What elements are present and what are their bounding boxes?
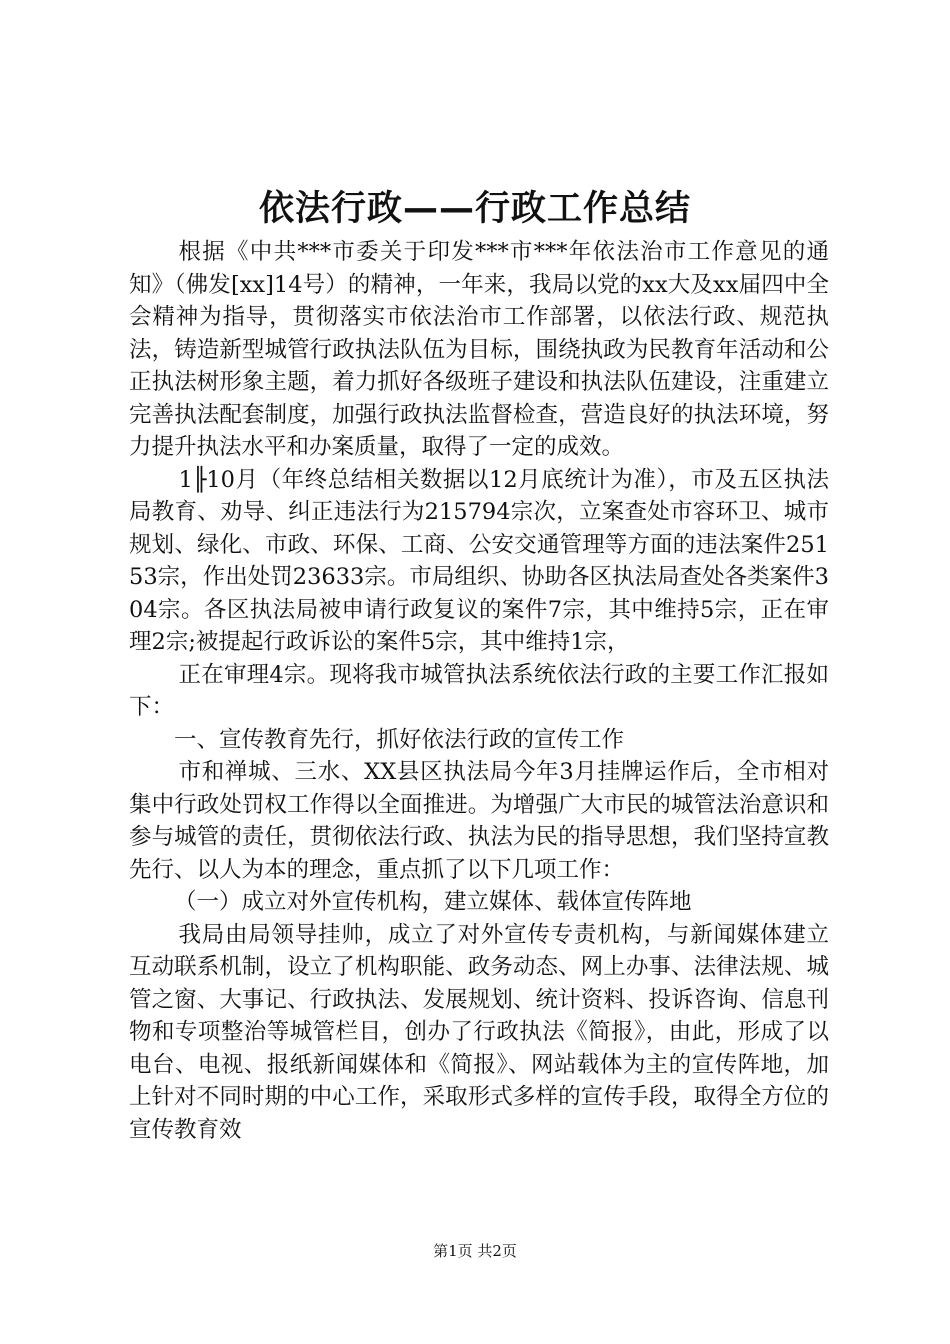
paragraph-report-intro: 正在审理4宗。现将我市城管执法系统依法行政的主要工作汇报如下：	[129, 661, 829, 720]
paragraph-section-1: 市和禅城、三水、XX县区执法局今年3月挂牌运作后，全市相对集中行政处罚权工作得以全面推进。为增强广大市民的城管法治意识和参与城管的责任，贯彻依法行政、执法为民的指导思想，我们坚持宣教先行、以人为本的理念，重点抓了以下几项工作：	[129, 759, 829, 883]
paragraph-subsection-1: 我局由局领导挂帅，成立了对外宣传专责机构，与新闻媒体建立互动联系机制，设立了机构职能、政务动态、网上办事、法律法规、城管之窗、大事记、行政执法、发展规划、统计资料、投诉咨询、信息刊物和专项整治等城管栏目，创办了行政执法《简报》，由此，形成了以电台、电视、报纸新闻媒体和《简报》、网站载体为主的宣传阵地，加上针对不同时期的中心工作，采取形式多样的宣传手段，取得全方位的宣传教育效	[129, 921, 829, 1143]
paragraph-statistics: 1╟10月（年终总结相关数据以12月底统计为准），市及五区执法局教育、劝导、纠正违法行为215794宗次，立案查处市容环卫、城市规划、绿化、市政、环保、工商、公安交通管理等方面的违法案件25153宗，作出处罚23633宗。市局组织、协助各区执法局查处各类案件304宗。各区执法局被申请行政复议的案件7宗，其中维持5宗，正在审理2宗;被提起行政诉讼的案件5宗，其中维持1宗，	[129, 466, 829, 655]
paragraph-intro: 根据《中共***市委关于印发***市***年依法治市工作意见的通知》（佛发[xx]14号）的精神，一年来，我局以党的xx大及xx届四中全会精神为指导，贯彻落实市依法治市工作部署，以依法行政、规范执法，铸造新型城管行政执法队伍为目标，围绕执政为民教育年活动和公正执法树形象主题，着力抓好各级班子建设和执法队伍建设，注重建立完善执法配套制度，加强行政执法监督检查，营造良好的执法环境，努力提升执法水平和办案质量，取得了一定的成效。	[129, 239, 829, 460]
subsection-heading-1: （一）成立对外宣传机构，建立媒体、载体宣传阵地	[174, 889, 692, 915]
document-title: 依法行政——行政工作总结	[258, 189, 691, 229]
page-footer: 第1页 共2页	[433, 1242, 517, 1260]
section-heading-1: 一、宣传教育先行，抓好依法行政的宣传工作	[174, 726, 625, 753]
document-body	[129, 236, 829, 1146]
